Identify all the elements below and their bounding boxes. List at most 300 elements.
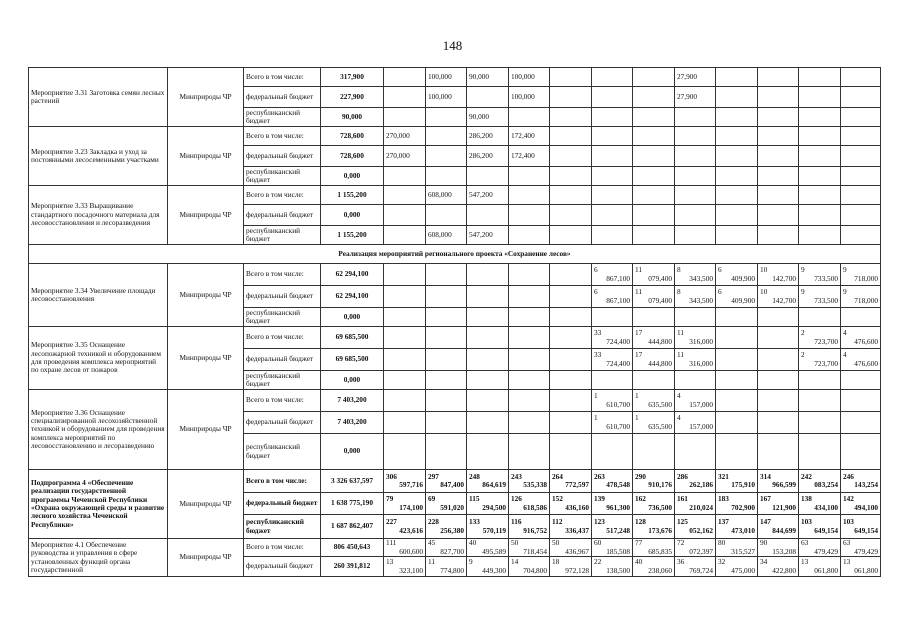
year-value xyxy=(426,390,467,412)
year-value xyxy=(509,412,550,434)
year-value xyxy=(509,349,550,371)
year-value xyxy=(592,371,633,390)
year-value xyxy=(550,127,592,146)
activity-name: Мероприятие 3.36 Оснащение специализированной лесохозяйственной техникой и оборудованием для проведения комплекса мероприятий по лесовосстановлению и лесоразведению xyxy=(29,390,168,470)
executor: Минприроды ЧР xyxy=(168,390,244,470)
total-value: 728,600 xyxy=(321,146,384,167)
year-value xyxy=(633,127,675,146)
year-value xyxy=(550,412,592,434)
year-value: 13 323,100 xyxy=(384,557,426,577)
year-value xyxy=(509,186,550,205)
year-value: 69 591,020 xyxy=(426,493,467,515)
year-value xyxy=(716,226,758,245)
year-value xyxy=(509,264,550,286)
funding-source: федеральный бюджет xyxy=(244,146,321,167)
year-value xyxy=(592,226,633,245)
year-value xyxy=(758,349,799,371)
executor: Минприроды ЧР xyxy=(168,68,244,127)
year-value xyxy=(550,87,592,108)
year-value xyxy=(675,371,716,390)
year-value xyxy=(799,167,841,186)
year-value xyxy=(633,308,675,327)
year-value: 14 704,800 xyxy=(509,557,550,577)
funding-source: Всего в том числе: xyxy=(244,327,321,349)
year-value: 242 083,254 xyxy=(799,470,841,493)
funding-source: республиканский бюджет xyxy=(244,371,321,390)
funding-source: республиканский бюджет xyxy=(244,308,321,327)
funding-source: Всего в том числе: xyxy=(244,390,321,412)
year-value xyxy=(758,127,799,146)
year-value xyxy=(758,205,799,226)
year-value: 4 476,600 xyxy=(841,327,881,349)
total-value: 0,000 xyxy=(321,371,384,390)
total-value: 227,900 xyxy=(321,87,384,108)
year-value: 100,000 xyxy=(509,87,550,108)
year-value xyxy=(799,371,841,390)
year-value xyxy=(716,186,758,205)
year-value: 270,000 xyxy=(384,127,426,146)
activity-name: Подпрограмма 4 «Обеспечение реализации государственной программы Чеченской Республики «Охрана окружающей среды и развитие лесного хозяйства Чеченской Республики» xyxy=(29,470,168,539)
year-value: 60 185,508 xyxy=(592,539,633,557)
year-value xyxy=(799,226,841,245)
year-value: 9 718,000 xyxy=(841,286,881,308)
year-value xyxy=(633,68,675,87)
year-value xyxy=(716,68,758,87)
year-value: 137 473,010 xyxy=(716,515,758,539)
year-value: 297 847,400 xyxy=(426,470,467,493)
year-value xyxy=(841,146,881,167)
year-value xyxy=(426,286,467,308)
year-value xyxy=(716,146,758,167)
total-value: 1 687 862,407 xyxy=(321,515,384,539)
year-value: 138 434,100 xyxy=(799,493,841,515)
year-value: 1 635,500 xyxy=(633,390,675,412)
year-value xyxy=(550,68,592,87)
year-value: 263 478,548 xyxy=(592,470,633,493)
total-value: 7 403,200 xyxy=(321,390,384,412)
total-value: 0,000 xyxy=(321,308,384,327)
year-value xyxy=(841,205,881,226)
year-value xyxy=(675,186,716,205)
year-value xyxy=(592,146,633,167)
year-value: 133 570,119 xyxy=(467,515,509,539)
year-value: 306 597,716 xyxy=(384,470,426,493)
year-value: 8 343,500 xyxy=(675,286,716,308)
funding-source: Всего в том числе: xyxy=(244,264,321,286)
year-value xyxy=(426,412,467,434)
funding-source: Всего в том числе: xyxy=(244,68,321,87)
year-value xyxy=(509,205,550,226)
year-value xyxy=(550,167,592,186)
year-value xyxy=(758,434,799,470)
total-value: 728,600 xyxy=(321,127,384,146)
year-value xyxy=(799,108,841,127)
year-value xyxy=(716,371,758,390)
funding-source: федеральный бюджет xyxy=(244,205,321,226)
section-title: Реализация мероприятий регионального проекта «Сохранение лесов» xyxy=(29,245,881,264)
year-value xyxy=(758,68,799,87)
year-value: 161 210,024 xyxy=(675,493,716,515)
year-value: 90,000 xyxy=(467,68,509,87)
year-value: 547,200 xyxy=(467,186,509,205)
total-value: 90,000 xyxy=(321,108,384,127)
year-value xyxy=(799,390,841,412)
year-value xyxy=(384,167,426,186)
year-value xyxy=(633,167,675,186)
year-value xyxy=(799,434,841,470)
funding-source: республиканский бюджет xyxy=(244,515,321,539)
year-value xyxy=(675,205,716,226)
table-row xyxy=(29,327,881,349)
year-value xyxy=(716,327,758,349)
year-value xyxy=(384,434,426,470)
year-value: 103 649,154 xyxy=(799,515,841,539)
year-value xyxy=(592,308,633,327)
year-value: 100,000 xyxy=(426,68,467,87)
funding-source: республиканский бюджет xyxy=(244,167,321,186)
year-value xyxy=(384,371,426,390)
table-row xyxy=(29,186,881,205)
year-value xyxy=(426,308,467,327)
year-value xyxy=(550,264,592,286)
year-value xyxy=(426,205,467,226)
year-value xyxy=(550,226,592,245)
funding-source: Всего в том числе: xyxy=(244,186,321,205)
year-value: 152 436,160 xyxy=(550,493,592,515)
year-value xyxy=(841,108,881,127)
year-value: 79 174,100 xyxy=(384,493,426,515)
year-value: 270,000 xyxy=(384,146,426,167)
year-value: 1 635,500 xyxy=(633,412,675,434)
executor: Минприроды ЧР xyxy=(168,186,244,245)
year-value: 103 649,154 xyxy=(841,515,881,539)
activity-name: Мероприятие 3.34 Увеличение площади лесовосстановления xyxy=(29,264,168,327)
year-value xyxy=(841,127,881,146)
year-value: 608,000 xyxy=(426,186,467,205)
year-value: 17 444,800 xyxy=(633,349,675,371)
year-value xyxy=(467,264,509,286)
year-value: 33 724,400 xyxy=(592,327,633,349)
year-value xyxy=(675,434,716,470)
executor: Минприроды ЧР xyxy=(168,264,244,327)
funding-source: Всего в том числе: xyxy=(244,127,321,146)
year-value xyxy=(509,434,550,470)
year-value: 18 972,128 xyxy=(550,557,592,577)
table-row xyxy=(29,127,881,146)
year-value xyxy=(384,286,426,308)
year-value xyxy=(799,87,841,108)
year-value: 286 262,186 xyxy=(675,470,716,493)
year-value: 1 610,700 xyxy=(592,412,633,434)
funding-source: Всего в том числе: xyxy=(244,470,321,493)
year-value: 111 600,600 xyxy=(384,539,426,557)
year-value xyxy=(633,108,675,127)
year-value xyxy=(384,390,426,412)
year-value: 100,000 xyxy=(426,87,467,108)
year-value xyxy=(550,371,592,390)
year-value xyxy=(550,205,592,226)
year-value xyxy=(758,87,799,108)
year-value: 36 769,724 xyxy=(675,557,716,577)
year-value xyxy=(467,390,509,412)
year-value xyxy=(758,167,799,186)
year-value xyxy=(799,186,841,205)
table-row xyxy=(29,264,881,286)
funding-source: федеральный бюджет xyxy=(244,493,321,515)
year-value: 11 774,800 xyxy=(426,557,467,577)
year-value xyxy=(841,390,881,412)
year-value: 11 316,000 xyxy=(675,349,716,371)
year-value: 9 449,300 xyxy=(467,557,509,577)
year-value xyxy=(841,87,881,108)
year-value xyxy=(716,349,758,371)
year-value xyxy=(716,108,758,127)
year-value: 9 733,500 xyxy=(799,264,841,286)
budget-table xyxy=(28,67,881,577)
year-value xyxy=(758,308,799,327)
funding-source: федеральный бюджет xyxy=(244,557,321,577)
year-value xyxy=(675,127,716,146)
year-value: 11 079,400 xyxy=(633,264,675,286)
year-value xyxy=(633,371,675,390)
year-value: 34 422,800 xyxy=(758,557,799,577)
year-value: 27,900 xyxy=(675,68,716,87)
year-value xyxy=(467,286,509,308)
year-value xyxy=(716,434,758,470)
year-value xyxy=(467,412,509,434)
year-value xyxy=(384,327,426,349)
year-value: 4 476,600 xyxy=(841,349,881,371)
year-value xyxy=(716,390,758,412)
year-value xyxy=(675,226,716,245)
year-value: 63 479,429 xyxy=(799,539,841,557)
year-value: 243 535,338 xyxy=(509,470,550,493)
year-value xyxy=(467,327,509,349)
year-value: 172,400 xyxy=(509,146,550,167)
total-value: 260 391,812 xyxy=(321,557,384,577)
table-row xyxy=(29,390,881,412)
total-value: 0,000 xyxy=(321,167,384,186)
year-value: 50 436,967 xyxy=(550,539,592,557)
year-value: 286,200 xyxy=(467,127,509,146)
year-value: 8 343,500 xyxy=(675,264,716,286)
year-value xyxy=(675,308,716,327)
year-value xyxy=(384,205,426,226)
year-value: 547,200 xyxy=(467,226,509,245)
year-value xyxy=(633,205,675,226)
year-value xyxy=(467,167,509,186)
activity-name: Мероприятие 3.35 Оснащение лесопожарной техникой и оборудованием для проведения комплекса мероприятий по охране лесов от пожаров xyxy=(29,327,168,390)
activity-name: Мероприятие 4.1 Обеспечение руководства и управления в сфере установленных функций органа государственной xyxy=(29,539,168,577)
executor: Минприроды ЧР xyxy=(168,539,244,577)
year-value xyxy=(467,371,509,390)
year-value xyxy=(592,127,633,146)
year-value xyxy=(467,87,509,108)
year-value xyxy=(841,308,881,327)
total-value: 3 326 637,597 xyxy=(321,470,384,493)
year-value: 4 157,000 xyxy=(675,412,716,434)
year-value: 77 685,835 xyxy=(633,539,675,557)
year-value xyxy=(384,412,426,434)
year-value: 1 610,700 xyxy=(592,390,633,412)
total-value: 1 155,200 xyxy=(321,226,384,245)
year-value: 17 444,800 xyxy=(633,327,675,349)
year-value xyxy=(675,146,716,167)
year-value xyxy=(550,308,592,327)
year-value: 13 061,800 xyxy=(841,557,881,577)
year-value: 112 336,437 xyxy=(550,515,592,539)
year-value xyxy=(426,434,467,470)
year-value: 116 916,752 xyxy=(509,515,550,539)
year-value xyxy=(841,167,881,186)
year-value xyxy=(426,371,467,390)
year-value xyxy=(550,327,592,349)
year-value xyxy=(550,286,592,308)
year-value: 286,200 xyxy=(467,146,509,167)
year-value xyxy=(758,226,799,245)
year-value xyxy=(384,108,426,127)
year-value: 227 423,616 xyxy=(384,515,426,539)
funding-source: федеральный бюджет xyxy=(244,412,321,434)
funding-source: Всего в том числе: xyxy=(244,539,321,557)
year-value xyxy=(633,146,675,167)
year-value: 167 121,900 xyxy=(758,493,799,515)
year-value: 27,900 xyxy=(675,87,716,108)
year-value xyxy=(426,349,467,371)
year-value xyxy=(758,108,799,127)
year-value xyxy=(550,349,592,371)
year-value: 9 718,000 xyxy=(841,264,881,286)
year-value xyxy=(799,146,841,167)
year-value xyxy=(384,68,426,87)
year-value xyxy=(799,68,841,87)
year-value: 4 157,000 xyxy=(675,390,716,412)
year-value: 115 294,500 xyxy=(467,493,509,515)
funding-source: республиканский бюджет xyxy=(244,434,321,470)
year-value xyxy=(550,434,592,470)
year-value: 162 736,500 xyxy=(633,493,675,515)
year-value: 321 175,910 xyxy=(716,470,758,493)
page-number: 148 xyxy=(442,38,463,53)
year-value xyxy=(841,186,881,205)
year-value xyxy=(592,205,633,226)
year-value xyxy=(550,108,592,127)
funding-source: республиканский бюджет xyxy=(244,108,321,127)
year-value xyxy=(384,186,426,205)
year-value xyxy=(592,186,633,205)
year-value xyxy=(509,108,550,127)
year-value: 11 079,400 xyxy=(633,286,675,308)
year-value xyxy=(841,434,881,470)
year-value xyxy=(426,108,467,127)
year-value xyxy=(384,308,426,327)
year-value: 125 052,162 xyxy=(675,515,716,539)
total-value: 1 155,200 xyxy=(321,186,384,205)
year-value: 6 409,900 xyxy=(716,264,758,286)
year-value xyxy=(716,167,758,186)
year-value xyxy=(592,434,633,470)
total-value: 62 294,100 xyxy=(321,264,384,286)
year-value: 50 718,454 xyxy=(509,539,550,557)
year-value: 6 409,900 xyxy=(716,286,758,308)
year-value: 13 061,800 xyxy=(799,557,841,577)
year-value xyxy=(758,390,799,412)
executor: Минприроды ЧР xyxy=(168,127,244,186)
year-value: 100,000 xyxy=(509,68,550,87)
year-value: 248 864,619 xyxy=(467,470,509,493)
year-value xyxy=(384,264,426,286)
year-value xyxy=(384,87,426,108)
funding-source: федеральный бюджет xyxy=(244,286,321,308)
year-value xyxy=(592,87,633,108)
year-value xyxy=(426,264,467,286)
year-value xyxy=(841,371,881,390)
year-value xyxy=(758,186,799,205)
year-value: 290 910,176 xyxy=(633,470,675,493)
year-value: 228 256,380 xyxy=(426,515,467,539)
section-row xyxy=(29,245,881,264)
year-value: 63 479,429 xyxy=(841,539,881,557)
total-value: 0,000 xyxy=(321,205,384,226)
total-value: 0,000 xyxy=(321,434,384,470)
executor: Минприроды ЧР xyxy=(168,470,244,539)
year-value xyxy=(592,167,633,186)
year-value xyxy=(799,308,841,327)
table-row xyxy=(29,68,881,87)
year-value: 40 238,060 xyxy=(633,557,675,577)
year-value xyxy=(633,186,675,205)
year-value: 2 723,700 xyxy=(799,327,841,349)
total-value: 806 450,643 xyxy=(321,539,384,557)
year-value xyxy=(716,308,758,327)
year-value: 11 316,000 xyxy=(675,327,716,349)
year-value: 90 153,208 xyxy=(758,539,799,557)
year-value xyxy=(509,371,550,390)
funding-source: федеральный бюджет xyxy=(244,87,321,108)
total-value: 62 294,100 xyxy=(321,286,384,308)
year-value xyxy=(509,167,550,186)
year-value: 6 867,100 xyxy=(592,286,633,308)
total-value: 317,900 xyxy=(321,68,384,87)
year-value xyxy=(758,371,799,390)
year-value xyxy=(799,205,841,226)
year-value: 90,000 xyxy=(467,108,509,127)
year-value xyxy=(509,286,550,308)
year-value: 139 961,300 xyxy=(592,493,633,515)
year-value: 142 494,100 xyxy=(841,493,881,515)
year-value xyxy=(716,205,758,226)
year-value xyxy=(384,349,426,371)
year-value xyxy=(758,327,799,349)
year-value: 72 072,397 xyxy=(675,539,716,557)
year-value: 246 143,254 xyxy=(841,470,881,493)
year-value xyxy=(467,349,509,371)
year-value: 126 618,586 xyxy=(509,493,550,515)
year-value: 80 315,527 xyxy=(716,539,758,557)
year-value xyxy=(633,226,675,245)
year-value: 10 142,700 xyxy=(758,264,799,286)
year-value: 10 142,700 xyxy=(758,286,799,308)
year-value xyxy=(799,412,841,434)
total-value: 69 685,500 xyxy=(321,349,384,371)
total-value: 1 638 775,190 xyxy=(321,493,384,515)
year-value xyxy=(633,87,675,108)
table-row xyxy=(29,539,881,557)
year-value: 314 966,599 xyxy=(758,470,799,493)
year-value xyxy=(467,308,509,327)
year-value: 6 867,100 xyxy=(592,264,633,286)
year-value: 123 517,248 xyxy=(592,515,633,539)
